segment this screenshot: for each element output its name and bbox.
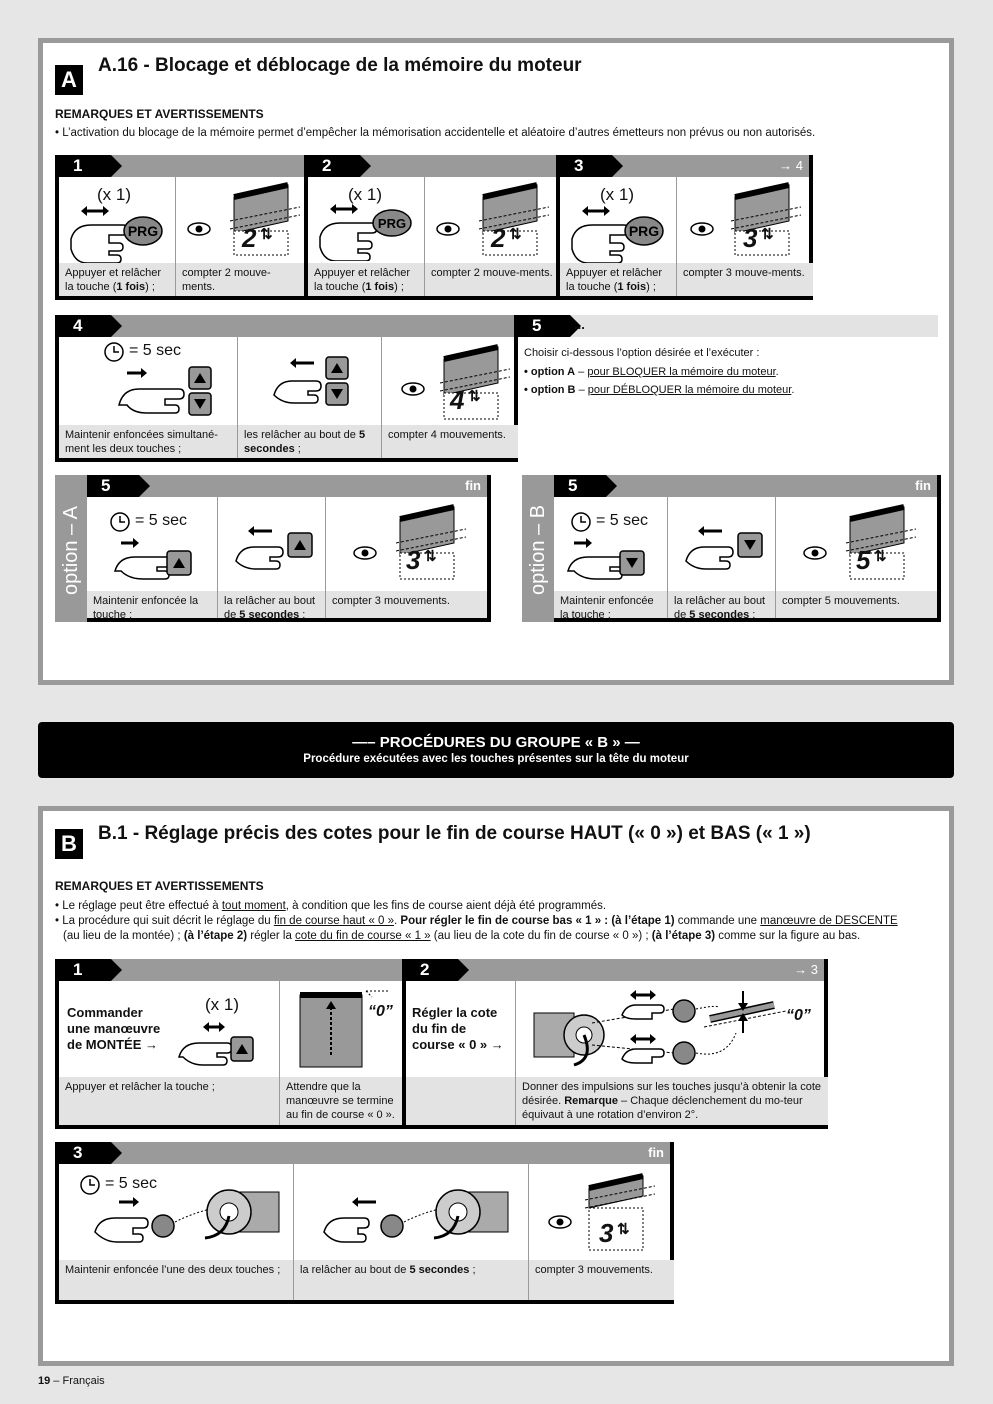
roller-shutter-icon: [392, 503, 472, 583]
up-down-arrows-icon: ⇅: [509, 226, 522, 243]
eye-icon: [689, 221, 715, 237]
hand-press-two-keys-icon: [115, 365, 215, 425]
option-b-timer: = 5 sec: [596, 512, 649, 529]
up-down-arrows-icon: ⇅: [874, 548, 887, 565]
b-step-1-label: Commander une manœuvre de MONTÉE →: [67, 1005, 161, 1052]
option-a-timer: = 5 sec: [135, 512, 188, 529]
section-b-note-1: • Le réglage peut être effectué à tout moment, à condition que les fins de course aient déjà été programmés.: [55, 900, 607, 912]
b-step-2-caption: Donner des impulsions sur les touches jusqu’à obtenir la cote désirée. Remarque – Chaque déclenchement du mo-teur équivaut à une rotation d’environ 2°.: [516, 1077, 828, 1125]
eye-icon: [547, 1214, 573, 1230]
hand-release-up-key-icon: [232, 523, 322, 573]
roller-shutter-icon: [226, 181, 306, 257]
option-b-count: 5: [856, 545, 871, 575]
page-footer: [38, 1375, 105, 1387]
option-a-count: 3: [406, 545, 421, 575]
b-step-2-zero: “0”: [786, 1007, 811, 1024]
a-step-3-caption-2: compter 3 mouve-ments.: [677, 263, 813, 296]
eye-icon: [186, 221, 212, 237]
b-step-2-label: Régler la cote du fin de course « 0 » →: [412, 1005, 504, 1052]
clock-icon: [103, 341, 125, 363]
up-down-arrows-icon: ⇅: [468, 388, 481, 405]
hand-press-motor-button-icon: [89, 1180, 289, 1256]
group-b-banner-title: —– PROCÉDURES DU GROUPE « B » —: [352, 734, 640, 751]
a-step-5-option-b: • option B – pour DÉBLOQUER la mémoire du moteur.: [524, 384, 795, 396]
eye-icon: [352, 545, 378, 561]
a-step-3: [556, 155, 813, 300]
a-step-3-caption-1: Appuyer et relâcher la touche (1 fois) ;: [560, 263, 677, 296]
section-a-notes-heading: REMARQUES ET AVERTISSEMENTS: [55, 107, 264, 121]
a-step-5-option-a: • option A – pour BLOQUER la mémoire du moteur.: [524, 366, 779, 378]
b-step-1: [55, 959, 402, 1129]
group-b-banner: [38, 722, 954, 778]
option-a-end: fin: [465, 478, 481, 493]
b-step-1-caption-2: Attendre que la manœuvre se termine au fin de course « 0 ».: [280, 1077, 406, 1125]
hand-press-up-key-icon: [175, 1021, 265, 1071]
hand-release-motor-button-icon: [318, 1180, 518, 1256]
section-a-note: • L’activation du blocage de la mémoire permet d’empêcher la mémorisation accidentelle et aléatoire d’autres émetteurs non prévus ou non autorisés.: [55, 127, 816, 139]
option-a-number: 5: [87, 475, 139, 497]
option-a-caption-2: la relâcher au bout de 5 secondes ;: [218, 591, 326, 618]
a-step-1-caption-1: Appuyer et relâcher la touche (1 fois) ;: [59, 263, 176, 296]
a-step-1-times: (x 1): [97, 185, 131, 204]
a-step-4-timer: = 5 sec: [129, 342, 182, 359]
up-down-arrows-icon: ⇅: [617, 1221, 630, 1238]
option-b-caption-2: la relâcher au bout de 5 secondes ;: [668, 591, 776, 618]
hand-release-keys-icon: [270, 353, 360, 413]
section-b-notes-heading: REMARQUES ET AVERTISSEMENTS: [55, 879, 264, 893]
hand-press-up-key-icon: [111, 537, 211, 589]
eye-icon: [435, 221, 461, 237]
a-step-2-caption-2: compter 2 mouve-ments.: [425, 263, 560, 296]
b-step-3-caption-3: compter 3 mouvements.: [529, 1260, 674, 1300]
section-b-note-2: • La procédure qui suit décrit le réglage du fin de course haut « 0 ». Pour régler le fin de course bas « 1 » : (à l’étape 1) commande une manœuvre de DESCENTE: [55, 915, 898, 927]
a-step-1: [55, 155, 304, 300]
eye-icon: [400, 381, 426, 397]
svg-text:PRG: PRG: [127, 223, 159, 239]
roller-shutter-icon: [436, 343, 516, 423]
hand-press-prg-icon: [314, 203, 414, 261]
section-a-letter: A: [55, 65, 83, 95]
a-step-5-intro: [518, 315, 938, 425]
a-step-3-count: 3: [743, 223, 758, 253]
roller-shutter-icon: [727, 181, 807, 257]
page-language: – Français: [50, 1375, 105, 1387]
b-step-2: [402, 959, 828, 1129]
a-step-4-number: 4: [59, 315, 111, 337]
hand-release-down-key-icon: [682, 523, 772, 573]
b-step-3-timer: = 5 sec: [105, 1175, 158, 1192]
section-b-title: B.1 - Réglage précis des cotes pour le fin de course HAUT (« 0 ») et BAS (« 1 »): [98, 823, 811, 844]
hand-press-prg-icon: [566, 205, 666, 263]
b-step-2-number: 2: [406, 959, 458, 981]
a-step-2-caption-1: Appuyer et relâcher la touche (1 fois) ;: [308, 263, 425, 296]
a-step-1-number: 1: [59, 155, 111, 177]
a-step-3-number: 3: [560, 155, 612, 177]
section-b-letter: B: [55, 829, 83, 859]
option-a-step: [87, 475, 491, 622]
b-step-2-caption-spacer: [406, 1077, 516, 1125]
a-step-1-count: 2: [242, 223, 257, 253]
svg-text:PRG: PRG: [377, 216, 407, 231]
a-step-5-dots: ...: [574, 317, 585, 332]
b-step-3-caption-1: Maintenir enfoncée l’une des deux touches ;: [59, 1260, 294, 1300]
roller-shutter-icon: [475, 181, 555, 257]
up-down-arrows-icon: ⇅: [260, 226, 273, 243]
option-b-sidebar: option – B: [522, 475, 554, 622]
b-step-1-number: 1: [59, 959, 111, 981]
b-step-1-zero: “0”: [368, 1003, 393, 1020]
option-b-end: fin: [915, 478, 931, 493]
roller-shutter-icon: [581, 1172, 661, 1256]
a-step-5-instructions: Choisir ci-dessous l’option désirée et l’exécuter :: [524, 347, 760, 359]
b-step-3-count: 3: [599, 1218, 614, 1248]
a-step-2: [304, 155, 556, 300]
hand-press-prg-icon: [65, 205, 165, 263]
option-b-number: 5: [554, 475, 606, 497]
b-step-3: [55, 1142, 674, 1304]
b-step-1-caption-1: Appuyer et relâcher la touche ;: [59, 1077, 280, 1125]
roller-shutter-icon: [842, 503, 922, 583]
clock-icon: [570, 511, 592, 533]
a-step-3-times: (x 1): [600, 185, 634, 204]
eye-icon: [802, 545, 828, 561]
a-step-2-count: 2: [491, 223, 506, 253]
a-step-1-caption-2: compter 2 mouve-ments.: [176, 263, 308, 296]
b-step-3-number: 3: [59, 1142, 111, 1164]
b-step-2-goto: → 3: [794, 962, 818, 977]
hand-press-down-key-icon: [564, 537, 664, 589]
a-step-4-caption-1: Maintenir enfoncées simultané-ment les deux touches ;: [59, 425, 238, 458]
page-number: 19: [38, 1375, 51, 1387]
a-step-3-goto: → 4: [779, 158, 803, 173]
a-step-2-number: 2: [308, 155, 360, 177]
up-down-arrows-icon: ⇅: [761, 226, 774, 243]
shutter-up-icon: [290, 985, 400, 1073]
group-b-banner-subtitle: Procédure exécutées avec les touches présentes sur la tête du moteur: [303, 753, 689, 765]
option-b-caption-3: compter 5 mouvements.: [776, 591, 937, 618]
motor-head-adjust-icon: [524, 983, 824, 1075]
b-step-3-end: fin: [648, 1145, 664, 1160]
b-step-1-times: (x 1): [205, 995, 239, 1014]
a-step-2-times: (x 1): [348, 185, 382, 204]
option-a-sidebar: option – A: [55, 475, 87, 622]
up-down-arrows-icon: ⇅: [424, 548, 437, 565]
section-a-title: A.16 - Blocage et déblocage de la mémoire du moteur: [98, 55, 582, 76]
a-step-4-caption-2: les relâcher au bout de 5 secondes ;: [238, 425, 382, 458]
option-b-caption-1: Maintenir enfoncée la touche ;: [554, 591, 668, 618]
a-step-4-count: 4: [450, 385, 465, 415]
a-step-4: [55, 315, 518, 462]
b-step-3-caption-2: la relâcher au bout de 5 secondes ;: [294, 1260, 529, 1300]
clock-icon: [109, 511, 131, 533]
option-b-step: [554, 475, 941, 622]
svg-text:PRG: PRG: [628, 223, 660, 239]
a-step-4-caption-3: compter 4 mouvements.: [382, 425, 518, 458]
option-a-caption-3: compter 3 mouvements.: [326, 591, 487, 618]
section-b-note-3: (au lieu de la montée) ; (à l’étape 2) régler la cote du fin de course « 1 » (au lieu de la cote du fin de course « 0 ») ; (à l’étape 3) comme sur la figure au bas.: [63, 930, 861, 942]
a-step-5-number: 5: [518, 315, 570, 337]
option-a-caption-1: Maintenir enfoncée la touche ;: [87, 591, 218, 618]
